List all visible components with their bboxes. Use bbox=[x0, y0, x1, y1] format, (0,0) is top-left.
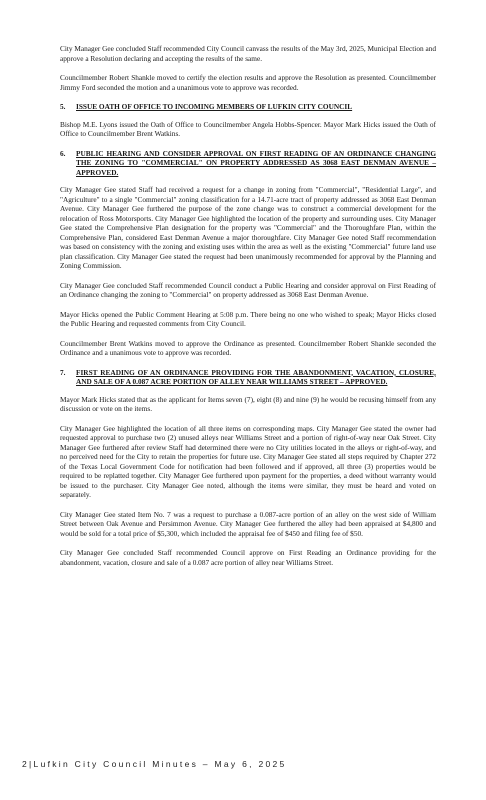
item-7-paragraph-3: City Manager Gee stated Item No. 7 was a request to purchase a 0.087-acre portion of an alley on the west side of William Street between Oak Avenue and Persimmon Avenue. City Manager Gee furthered the alley had been appraised at $4,800 and would be sold for a total price of $5,300, which included the appraisal fee of $450 and filing fee of $50. bbox=[60, 509, 436, 538]
item-6-paragraph-1: City Manager Gee stated Staff had received a request for a change in zoning from "Commercial", "Residential Large", and "Agriculture" to a single "Commercial" zoning classification for a 14.71-acre tract of property addressed as 3068 East Denman Avenue. City Manager Gee furthered the purpose of the zone change was to construct a commercial development for the relocation of Ross Motorsports. City Manager Gee highlighted the location of the property and surrounding uses. City Manager Gee stated the Comprehensive Plan designation for the property was "Commercial" and the Thoroughfare Plan, within the Comprehensive Plan, considered East Denman Avenue a major thoroughfare. City Manager Gee noted Staff recommendation was based on consistency with the zoning and existing uses within the area as well as the existing "Commercial" future land use plan classification. City Manager Gee stated the request had been unanimously recommended for approval by the Planning and Zoning Commission. bbox=[60, 185, 436, 270]
item-7-heading bbox=[60, 368, 436, 387]
minutes-body bbox=[60, 44, 436, 577]
item-6-paragraph-3: Mayor Hicks opened the Public Comment Hearing at 5:08 p.m. There being no one who wished to speak; Mayor Hicks closed the Public Hearing and requested comments from City Council. bbox=[60, 309, 436, 328]
item-7-title: FIRST READING OF AN ORDINANCE PROVIDING FOR THE ABANDONMENT, VACATION, CLOSURE, AND SALE OF A 0.087 ACRE PORTION OF ALLEY NEAR WILLIAMS STREET – APPROVED. bbox=[76, 367, 436, 386]
item-6-title: PUBLIC HEARING AND CONSIDER APPROVAL ON FIRST READING OF AN ORDINANCE CHANGING THE ZONING TO "COMMERCIAL" ON PROPERTY ADDRESSED AS 3068 EAST DENMAN AVENUE – APPROVED. bbox=[76, 148, 436, 177]
intro-paragraph-2: Councilmember Robert Shankle moved to certify the election results and approve the Resolution as presented. Councilmember Jimmy Ford seconded the motion and a unanimous vote to approve was recorded. bbox=[60, 73, 436, 92]
item-5-paragraph-1: Bishop M.E. Lyons issued the Oath of Office to Councilmember Angela Hobbs-Spencer. Mayor Mark Hicks issued the Oath of Office to Councilmember Brent Watkins. bbox=[60, 119, 436, 138]
item-5-heading bbox=[60, 102, 436, 112]
item-7-paragraph-4: City Manager Gee concluded Staff recommended Council approve on First Reading an Ordinance providing for the abandonment, vacation, closure and sale of a 0.087 acre portion of alley near Williams Street. bbox=[60, 548, 436, 567]
item-6-heading bbox=[60, 149, 436, 178]
item-6-number: 6. bbox=[60, 148, 66, 158]
intro-paragraph-1: City Manager Gee concluded Staff recommended City Council canvass the results of the May 3rd, 2025, Municipal Election and approve a Resolution declaring and accepting the results of the same. bbox=[60, 44, 436, 63]
item-6-paragraph-2: City Manager Gee concluded Staff recommended Council conduct a Public Hearing and consider approval on First Reading of an Ordinance changing the zoning to "Commercial" on property addressed as 3068 East Denman Avenue. bbox=[60, 280, 436, 299]
page-footer: 2|Lufkin City Council Minutes – May 6, 2025 bbox=[22, 759, 287, 769]
item-7-number: 7. bbox=[60, 367, 66, 377]
item-7-paragraph-2: City Manager Gee highlighted the location of all three items on corresponding maps. City Manager Gee stated the owner had requested approval to purchase two (2) unused alleys near Williams Street and a portion of right-of-way near Oak Street. City Manager Gee furthered after review Staff had determined there were no City utilities located in the alleys or right-of-way, and no perceived need for the City to retain the properties for future use. City Manager Gee stated all steps required by Chapter 272 of the Texas Local Government Code for notification had been followed and if approved, all three (3) properties would be required to be replatted together. City Manager Gee furthered upon payment for the properties, a deed without warranty would be issued to the purchaser. City Manager Gee noted, although the items were similar, they must be heard and voted on separately. bbox=[60, 423, 436, 499]
item-5-title: ISSUE OATH OF OFFICE TO INCOMING MEMBERS OF LUFKIN CITY COUNCIL bbox=[76, 102, 353, 111]
item-5-number: 5. bbox=[60, 102, 66, 111]
item-7-paragraph-1: Mayor Mark Hicks stated that as the applicant for Items seven (7), eight (8) and nine (9) he would be recusing himself from any discussion or vote on the items. bbox=[60, 394, 436, 413]
item-6-paragraph-4: Councilmember Brent Watkins moved to approve the Ordinance as presented. Councilmember Robert Shankle seconded the Ordinance and a unanimous vote to approve was recorded. bbox=[60, 338, 436, 357]
